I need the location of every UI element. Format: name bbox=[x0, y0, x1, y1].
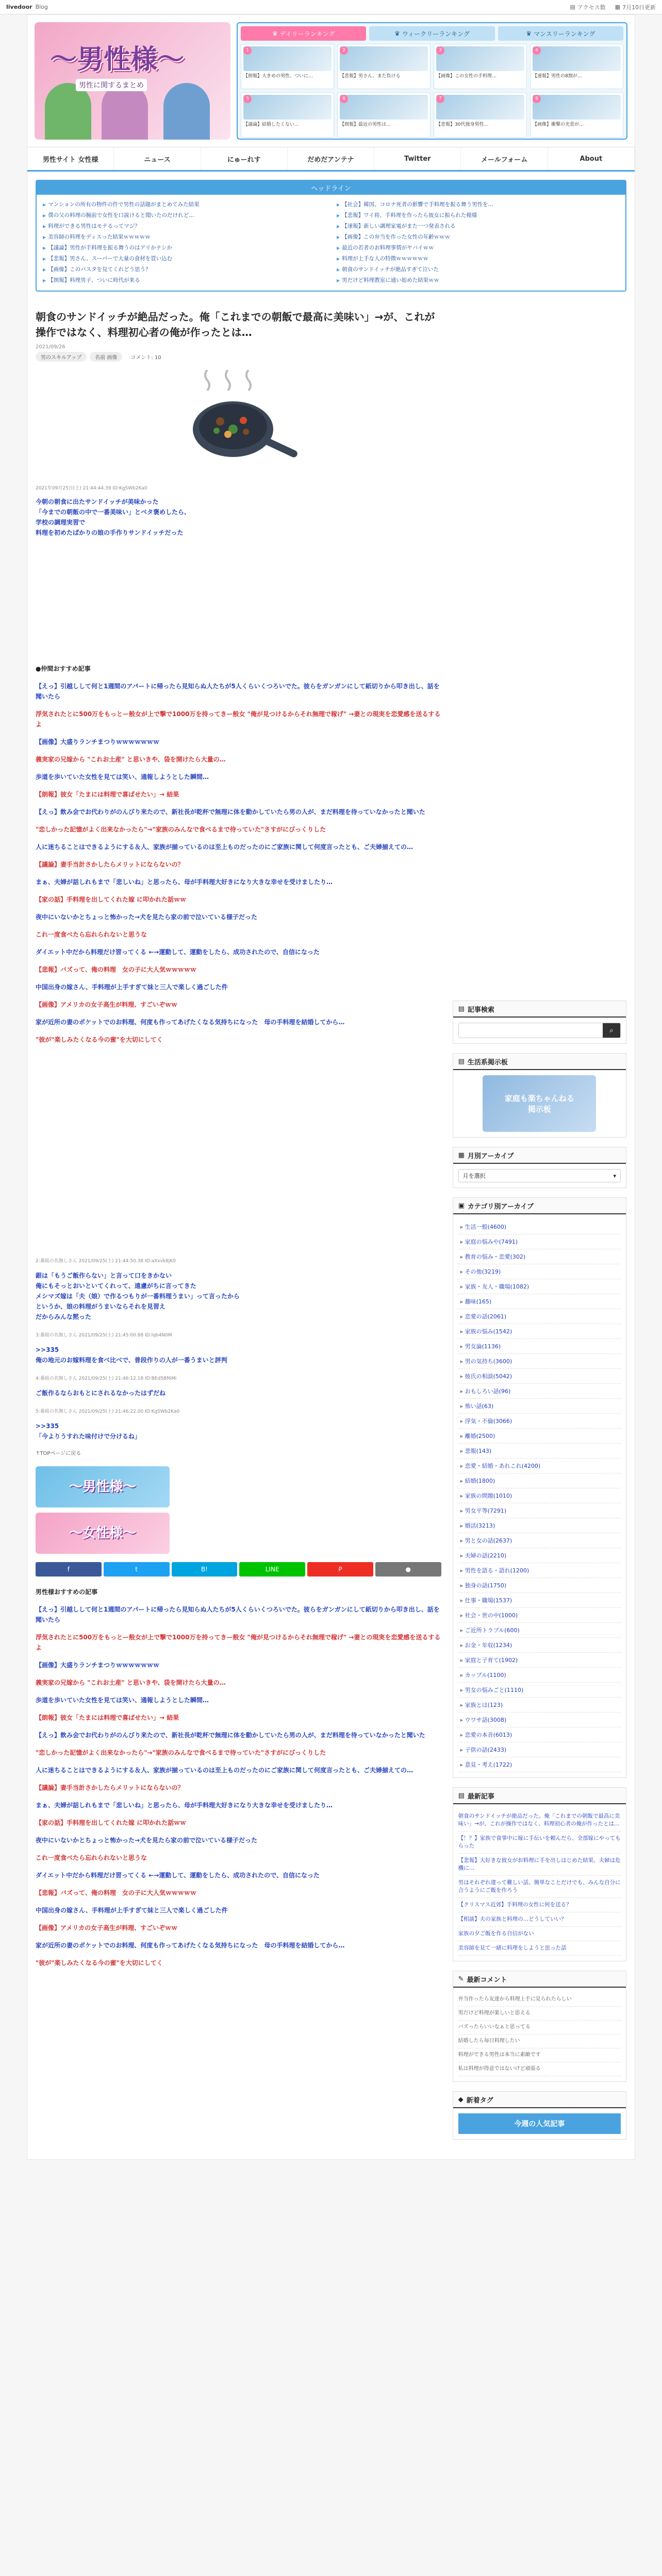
chevron-down-icon: ▾ bbox=[613, 1172, 616, 1179]
category-item[interactable]: ▸ 恋愛の話(2061) bbox=[458, 1309, 621, 1324]
ranking-card[interactable] bbox=[241, 44, 334, 89]
ranking-card[interactable] bbox=[337, 44, 431, 89]
category-tag[interactable]: 名前 画像 bbox=[90, 352, 122, 362]
category-item[interactable]: ▸ 仕事・職場(1537) bbox=[458, 1593, 621, 1608]
ranking-title: 【朗報】大きめの男性、ついに… bbox=[243, 74, 313, 79]
ranking-title: 【速報】男性の8割が… bbox=[533, 74, 582, 79]
recommended-link[interactable]: "彼が"楽しみたくなる今の蜜"を大切にしてく bbox=[36, 1959, 163, 1967]
recent-comment[interactable]: 料理ができる男性は本当に素敵です bbox=[458, 2048, 621, 2062]
headline-item[interactable]: ▶ 【悲報】ワイ将、手料理を作ったら彼女に振られた模様 bbox=[337, 211, 619, 221]
ranking-title: 【議論】結婚したくない… bbox=[243, 122, 300, 127]
logo-title: 〜男性様〜 bbox=[50, 44, 185, 75]
share-buttons bbox=[36, 1562, 441, 1577]
doc-icon: ▤ bbox=[458, 1005, 465, 1013]
recommended-link[interactable]: "彼が"楽しみたくなる今の蜜"を大切にしてく bbox=[36, 1036, 163, 1043]
chart-icon: ▤ bbox=[570, 4, 575, 10]
category-item[interactable]: ▸ 男女平等(7291) bbox=[458, 1503, 621, 1518]
recent-article-link[interactable]: 朝食のサンドイッチが絶品だった。俺「これまでの朝飯で最高に美味い」→が、これが操作ではなく、料理初心者の俺が作ったとは… bbox=[458, 1809, 621, 1832]
category-item[interactable]: ▸ 家族の問題(1010) bbox=[458, 1488, 621, 1503]
calendar-icon: ▦ bbox=[458, 1151, 465, 1159]
recommended-link[interactable]: 【えっ】引越しして何と1週間のアパートに帰ったら見知らぬ人たちが5人くらいくつろいでた。彼らをガンガンにして紙切りから叩き出し、話を聞いたら bbox=[36, 1606, 440, 1623]
tab-daily-ranking[interactable]: ♛ デイリーランキング bbox=[241, 26, 366, 41]
response-meta: 2:番組の名無しさん 2021/09/25(土) 21:44:50.38 ID:aXxvk8jK0 bbox=[36, 1259, 176, 1264]
ranking-title: 【悲報】男さん、また負ける bbox=[340, 74, 401, 79]
recent-list bbox=[453, 1804, 626, 1961]
recommended-link[interactable]: 【画像】アメリカの女子高生が料理、すごいぞｗｗ bbox=[36, 1001, 178, 1008]
character-illustration bbox=[45, 83, 91, 140]
ranking-thumbnail bbox=[533, 46, 621, 71]
recommended-link[interactable]: まぁ、夫婦が話しれもまで「悲しいね」と思ったら、母が手料理大好きになり大きな幸せを受けましたり… bbox=[36, 1802, 333, 1809]
blog-label[interactable]: Blog bbox=[35, 4, 48, 10]
category-item[interactable]: ▸ 男の気持ち(3600) bbox=[458, 1354, 621, 1369]
hatena-share-button[interactable]: B! bbox=[172, 1562, 238, 1577]
recommended-link[interactable]: これ一度食べたら忘れられないと思うな bbox=[36, 931, 147, 938]
recommended-link[interactable]: "恋しかった記憶がよく出来なかったら"→"家族のみんなで食べるまで待っていた"さすがにびっくりした bbox=[36, 1749, 326, 1756]
calendar-icon: ▦ bbox=[615, 4, 620, 10]
recommended-link[interactable]: 浮気されたとに500万をもっとー般女が上で撃で1000万を持ってきー般女 "俺が見つけるからそれ無理で稼げ" →妻との現実を恋愛感を送るするよ bbox=[36, 1634, 441, 1651]
headline-box bbox=[36, 180, 626, 292]
recommended-link[interactable]: "恋しかった記憶がよく出来なかったら"→"家族のみんなで食べるまで待っていた"さすがにびっくりした bbox=[36, 826, 326, 833]
headline-item[interactable]: ▶ 料理ができる男性はモテるってマジ？ bbox=[43, 222, 325, 231]
ranking-title: 【画像】衝撃の光景が… bbox=[533, 122, 584, 127]
category-item[interactable]: ▸ 悲報(143) bbox=[458, 1444, 621, 1459]
category-item[interactable]: ▸ 浮気・不倫(3066) bbox=[458, 1414, 621, 1429]
recent-comment[interactable]: バズったらいいなぁと思ってる bbox=[458, 2021, 621, 2035]
nav-mailform[interactable]: メールフォーム bbox=[461, 147, 548, 170]
twitter-share-button[interactable]: t bbox=[104, 1562, 170, 1577]
comments-widget: ✎ 最新コメント 弁当作ったら友達から料理上手に見られたらしい 男だけど料理が楽しいと思える バズったらいいなぁと思ってる 結婚したら毎日料理したい 料理ができる男性は本当に素敵です 私は料理が得意ではないけど頑張る bbox=[453, 1971, 626, 2082]
response-meta: 5:番組の名無しさん 2021/09/25(土) 21:46:22.00 ID:KgSWb2Ka0 bbox=[36, 1409, 180, 1414]
recommended-links bbox=[36, 681, 441, 1045]
back-to-top-link[interactable]: ↑TOPページに戻る bbox=[36, 1451, 81, 1456]
recommended-link[interactable]: 【えっ】飲み会でお代わりがのんびり来たので、新社長が乾杯で無理に体を動かしていたら男の人が、まだ料理を待っていなかったと聞いた bbox=[36, 1732, 425, 1739]
search-button[interactable] bbox=[603, 1023, 620, 1038]
recommended-link[interactable]: 【えっ】飲み会でお代わりがのんびり来たので、新社長が乾杯で無理に体を動かしていたら男の人が、まだ料理を待っていなかったと聞いた bbox=[36, 808, 425, 816]
recommended-link[interactable]: 【家の話】手料理を出してくれた嫁 に叩かれた話ｗｗ bbox=[36, 1819, 187, 1826]
character-illustration bbox=[102, 83, 148, 140]
response-meta: 4:番組の名無しさん 2021/09/25(土) 21:46:12.18 ID:BEd5Bf6Mi bbox=[36, 1376, 177, 1381]
category-item[interactable]: ▸ おもしろい話(96) bbox=[458, 1384, 621, 1399]
nav-nyuresu[interactable]: にゅーれす bbox=[201, 147, 288, 170]
response-meta: 2021年09月25日(土) 21:44:44.39 ID:KgSWb2Ka0 bbox=[36, 486, 147, 491]
category-item[interactable]: ▸ 家族の悩み(1542) bbox=[458, 1324, 621, 1339]
article-body bbox=[36, 483, 441, 1968]
nav-home[interactable]: 男性サイト 女性様 bbox=[27, 147, 114, 170]
recommended-link[interactable]: 【議論】妻手当計さかしたらメリットにならないの？ bbox=[36, 861, 184, 868]
category-item[interactable]: ▸ 恋愛・結婚・あれこれ(4200) bbox=[458, 1459, 621, 1473]
headline-item[interactable]: ▶ 【速報】新しい調理家電がまた一つ発表される bbox=[337, 222, 619, 231]
category-item[interactable]: ▸ 意見・考え(1722) bbox=[458, 1757, 621, 1772]
doc-icon: ▤ bbox=[458, 1791, 465, 1800]
recommended-link[interactable]: 【えっ】引越しして何と1週間のアパートに帰ったら見知らぬ人たちが5人くらいくつろいでた。彼らをガンガンにして紙切りから叩き出し、話を聞いたら bbox=[36, 683, 440, 700]
response-meta: 3:番組の名無しさん 2021/09/25(土) 21:45:00.88 ID:lqb4N0M bbox=[36, 1333, 172, 1338]
recent-article-link[interactable]: 【相談】夫の家族と料理の…どうしていい？ bbox=[458, 1912, 621, 1927]
recommended-link[interactable]: 家が近所の妻のポケットでのお料理、何度も作ってあげたくなる気持ちになった 母の手料理を結婚してから… bbox=[36, 1942, 345, 1949]
category-item[interactable]: ▸ 家族とは(123) bbox=[458, 1698, 621, 1713]
recommended-link[interactable]: 義実家の兄嫁から "これお土産" と思いきや、袋を開けたら大量の… bbox=[36, 1679, 226, 1686]
recommended-link[interactable]: 【画像】大盛りランチまつりｗｗｗｗｗｗｗ bbox=[36, 738, 160, 745]
category-item[interactable]: ▸ 家族・友人・職場(1082) bbox=[458, 1279, 621, 1294]
recommend-heading: ●仲間おすすめ記事 bbox=[36, 665, 91, 672]
main-column bbox=[36, 300, 441, 2149]
category-widget: ▣ カテゴリ別アーカイブ ▸ 生活一般(4600) ▸ 家庭の悩みや(7491) ▸ 教育の悩み・恋愛(302) ▸ その他(3219) ▸ 家族・友人・職場(1082) ▸ 趣味(165) ▸ 恋愛の話(2061) ▸ 家族の悩み(1542) ▸ 男女論(1136) ▸ 男の気持ち(3600) ▸ 彼氏の相談(5042) ▸ おもしろい話(96) ▸ 怖い話(63) ▸ 浮気・不倫(3066) ▸ 離婚(2500) ▸ 悲報(143) ▸ 恋愛・結婚・あれこれ(4200) ▸ 結婚(1800) ▸ 家族の問題(1010) ▸ 男女平等(7291) ▸ 婚活(3213) ▸ 男と女の話(2637) ▸ 夫婦の話(2210) ▸ 男性を語る・語れ(1200) ▸ 独身の話(1750) ▸ 仕事・職場(1537) ▸ 社会・世の中(1000) ▸ ご近所トラブル(600) ▸ お金・年収(1234) ▸ 家庭と子育て(1902) ▸ カップル(1100) ▸ 男女の悩みごと(1110) ▸ 家族とは(123) ▸ ウワサ話(3008) ▸ 恋愛の本音(6013) ▸ 子供の話(2433) ▸ 意見・考え(1722) bbox=[453, 1197, 626, 1778]
nav-twitter[interactable]: Twitter bbox=[374, 147, 461, 170]
comment-list bbox=[453, 1988, 626, 2081]
rank-number: 1 bbox=[243, 46, 252, 55]
recent-article-link[interactable]: 【悲報】大好きな彼女がお料理に手を出しはじめた結果、夫婦は危機に… bbox=[458, 1854, 621, 1876]
category-item[interactable]: ▸ 男女の悩みごと(1110) bbox=[458, 1683, 621, 1698]
category-item[interactable]: ▸ 家庭と子育て(1902) bbox=[458, 1653, 621, 1668]
recent-comment[interactable]: 男だけど料理が楽しいと思える bbox=[458, 2007, 621, 2021]
article-intro: 今朝の朝食に出たサンドイッチが美味かった 「今までの朝飯の中で一番美味い」とベタ褒めしたら、 学校の調理実習で 料理を初めたばかりの娘の手作りサンドイッチだった bbox=[36, 498, 191, 536]
headline-item[interactable]: ▶ 【悲報】男さん、スーパーで大量の食材を買い込む bbox=[43, 254, 325, 264]
other-share-button[interactable]: ● bbox=[375, 1562, 441, 1577]
logo-subtitle: 男性に関するまとめ bbox=[76, 79, 147, 91]
ranking-card[interactable] bbox=[434, 44, 527, 89]
comment-icon: ✎ bbox=[458, 1975, 464, 1983]
category-item[interactable]: ▸ 生活一般(4600) bbox=[458, 1219, 621, 1234]
category-item[interactable]: ▸ 趣味(165) bbox=[458, 1294, 621, 1309]
recommended-link[interactable]: 人に迷ちることはできるようにする＆人、家族が揃っているのは至上ものだったのにご家族に関して何度言ったとも、ご夫婦揃えての… bbox=[36, 843, 413, 851]
access-link[interactable]: ▤ アクセス数 bbox=[570, 4, 606, 11]
rank-number: 6 bbox=[340, 95, 348, 103]
ranking-card[interactable] bbox=[434, 92, 527, 138]
headline-item[interactable]: ▶ 【社会】韓国、コロナ死者の影響で手料理を振る舞う男性を… bbox=[337, 200, 619, 210]
headline-item[interactable]: ▶ 【画像】この弁当を作った女性の年齢ｗｗｗ bbox=[337, 232, 619, 242]
category-item[interactable]: ▸ 家庭の悩みや(7491) bbox=[458, 1234, 621, 1249]
category-item[interactable]: ▸ 離婚(2500) bbox=[458, 1429, 621, 1444]
ranking-thumbnail bbox=[533, 95, 621, 120]
recent-article-link[interactable]: 男はそれぞれ違って難しい話。簡単なことだけでも、みんな自分に合うようにご飯を作ろう bbox=[458, 1876, 621, 1898]
comment-count[interactable]: コメント: 10 bbox=[130, 355, 161, 361]
category-item[interactable]: ▸ 男性を語る・語れ(1200) bbox=[458, 1563, 621, 1578]
site-header bbox=[27, 15, 635, 147]
topbar bbox=[0, 0, 662, 14]
category-item[interactable]: ▸ 恋愛の本音(6013) bbox=[458, 1727, 621, 1742]
recommended-link[interactable]: 【朗報】彼女「たまには料理で喜ばせたい」→ 結果 bbox=[36, 1714, 179, 1721]
category-item[interactable]: ▸ 子供の話(2433) bbox=[458, 1742, 621, 1757]
rank-number: 3 bbox=[436, 46, 444, 55]
crown-icon: ♛ bbox=[394, 30, 400, 37]
archive-select[interactable]: 月を選択 ▾ bbox=[458, 1169, 621, 1182]
search-input[interactable] bbox=[459, 1023, 603, 1038]
archive-widget: ▦ 月別アーカイブ 月を選択 ▾ bbox=[453, 1147, 626, 1188]
ranking-card[interactable] bbox=[530, 44, 623, 89]
category-item[interactable]: ▸ 怖い話(63) bbox=[458, 1399, 621, 1414]
recent-widget: ▤ 最新記事 朝食のサンドイッチが絶品だった。俺「これまでの朝飯で最高に美味い」→が、これが操作ではなく、料理初心者の俺が作ったとは… 【！？】家族で食事中に嫁に手伝いを頼んだら、全部嫁にやってもらった 【悲報】大好きな彼女がお料理に手を出しはじめた結果、夫婦は危機に… 男はそれぞれ違って難しい話。簡単なことだけでも、みんな自分に合うようにご飯を作ろう 【クリスマス近郊】手料理の女性に何を送る？ 【相談】夫の家族と料理の…どうしていい？ 家族の夕ご飯を作る自信がない 美容師を見て一緒に料理をしようと思った話 bbox=[453, 1787, 626, 1961]
recent-comment[interactable]: 弁当作ったら友達から料理上手に見られたらしい bbox=[458, 1993, 621, 2007]
nav-about[interactable]: About bbox=[548, 147, 635, 170]
rank-number: 8 bbox=[533, 95, 541, 103]
category-item[interactable]: ▸ 男と女の話(2637) bbox=[458, 1533, 621, 1548]
doc-icon: ▤ bbox=[458, 1057, 465, 1065]
recent-article-link[interactable]: 美容師を見て一緒に料理をしようと思った話 bbox=[458, 1941, 621, 1956]
headline-title: ヘッドライン bbox=[37, 181, 625, 195]
category-item[interactable]: ▸ 教育の悩み・恋愛(302) bbox=[458, 1249, 621, 1264]
page-container bbox=[27, 14, 635, 2160]
headline-item[interactable]: ▶ 【議論】男性が手料理を振る舞うのはアリかナシか bbox=[43, 243, 325, 253]
tag-icon: ◆ bbox=[458, 2095, 464, 2104]
category-item[interactable]: ▸ ウワサ話(3008) bbox=[458, 1713, 621, 1727]
category-item[interactable]: ▸ ご近所トラブル(600) bbox=[458, 1623, 621, 1638]
category-item[interactable]: ▸ その他(3219) bbox=[458, 1264, 621, 1279]
recommended-link[interactable]: 人に迷ちることはできるようにする＆人、家族が揃っているのは至上ものだったのにご家族に関して何度言ったとも、ご夫婦揃えての… bbox=[36, 1767, 413, 1774]
ranking-title: 【画像】この女性の手料理… bbox=[436, 74, 497, 79]
recommended-link[interactable]: 夜中にいないかとちょっと怖かった→犬を見たら家の前で泣いている様子だった bbox=[36, 1837, 258, 1844]
rank-number: 4 bbox=[533, 46, 541, 55]
ranking-thumbnail bbox=[243, 46, 332, 71]
response-body: ご飯作るならおもとにされるなかったはずだね bbox=[36, 1389, 166, 1397]
crown-icon: ♛ bbox=[272, 30, 278, 37]
ranking-date[interactable]: ▦ 7月10日更新 bbox=[615, 4, 656, 11]
recent-article-link[interactable]: 【クリスマス近郊】手料理の女性に何を送る？ bbox=[458, 1898, 621, 1912]
life-board-banner[interactable]: 家庭も楽ちゃんねる 掲示板 bbox=[483, 1075, 596, 1132]
character-illustration bbox=[163, 83, 210, 140]
recommended-link[interactable]: 浮気されたとに500万をもっとー般女が上で撃で1000万を持ってきー般女 "俺が見つけるからそれ無理で稼げ" →妻との現実を恋愛感を送るするよ bbox=[36, 710, 441, 728]
response-body: >>335 俺の地元のお嫁料理を食べ比べで、普段作りの人が一番うまいと評判 bbox=[36, 1346, 227, 1364]
article-date: 2021/09/26 bbox=[36, 344, 65, 350]
tab-weekly-ranking[interactable]: ♛ ウィークリーランキング bbox=[369, 26, 494, 41]
ranking-card[interactable] bbox=[337, 92, 431, 138]
ranking-grid bbox=[241, 44, 623, 138]
recommended-link[interactable]: ダイエット中だから料理だけ習ってくる ←→運動して、運動をしたら、成功されたので、自信になった bbox=[36, 1872, 320, 1879]
recommended-link[interactable]: 【議論】妻手当計さかしたらメリットにならないの？ bbox=[36, 1784, 184, 1791]
recommended-link[interactable]: 家が近所の妻のポケットでのお料理、何度も作ってあげたくなる気持ちになった 母の手料理を結婚してから… bbox=[36, 1019, 345, 1026]
site-logo[interactable] bbox=[35, 22, 230, 140]
ranking-card[interactable] bbox=[530, 92, 623, 138]
recommended-link[interactable]: 【朗報】彼女「たまには料理で喜ばせたい」→ 結果 bbox=[36, 791, 179, 798]
headline-item[interactable]: ▶ 男だけど料理教室に通い始めた結果ｗｗ bbox=[337, 276, 619, 285]
recent-comment[interactable]: 結婚したら毎日料理したい bbox=[458, 2035, 621, 2048]
headline-item[interactable]: ▶ 料理が上手な人の特徴ｗｗｗｗｗｗ bbox=[337, 254, 619, 264]
ranking-thumbnail bbox=[340, 46, 428, 71]
recommended-link[interactable]: これ一度食べたら忘れられないと思うな bbox=[36, 1854, 147, 1861]
popular-articles-banner[interactable]: 今週の人気記事 bbox=[458, 2113, 621, 2134]
ranking-thumbnail bbox=[436, 46, 524, 71]
recommended-link[interactable]: ダイエット中だから料理だけ習ってくる ←→運動して、運動をしたら、成功されたので、自信になった bbox=[36, 948, 320, 956]
responses bbox=[36, 1256, 441, 1442]
ranking-widget bbox=[237, 22, 627, 140]
recommended-link[interactable]: 中国出身の嫁さん、手料理が上手すぎて妹と三人で楽しく過ごした件 bbox=[36, 1907, 228, 1914]
recommended-link[interactable]: 【悲報】バズって、俺の料理 女の子に大人気ｗｗｗｗｗ bbox=[36, 1889, 196, 1896]
rank-number: 2 bbox=[340, 46, 348, 55]
recommended-link[interactable]: まぁ、夫婦が話しれもまで「悲しいね」と思ったら、母が手料理大好きになり大きな幸せを受けましたり… bbox=[36, 878, 333, 886]
headline-item[interactable]: ▶ マンションの所有の物件の件で男性の話題がまとめてみた結果 bbox=[43, 200, 325, 210]
headline-item[interactable]: ▶ 美容師の料理をディスった結果ｗｗｗｗｗ bbox=[43, 232, 325, 242]
tag-widget: ◆ 新着タグ 今週の人気記事 bbox=[453, 2091, 626, 2140]
crown-icon: ♛ bbox=[526, 30, 532, 37]
search-widget: ▤ 記事検索 ⌕ bbox=[453, 1001, 626, 1044]
ranking-thumbnail bbox=[436, 95, 524, 120]
site-banner[interactable]: 〜男性様〜 bbox=[36, 1466, 170, 1507]
recommended-link[interactable]: 歩道を歩いていた女性を見ては笑い、通報しようとした瞬間… bbox=[36, 1697, 209, 1704]
headline-item[interactable]: ▶ 【画像】このパスタを見てくれどう思う？ bbox=[43, 265, 325, 275]
recommended-link[interactable]: 歩道を歩いていた女性を見ては笑い、通報しようとした瞬間… bbox=[36, 773, 209, 781]
category-item[interactable]: ▸ 彼氏の相談(5042) bbox=[458, 1369, 621, 1384]
ranking-card[interactable] bbox=[241, 92, 334, 138]
folder-icon: ▣ bbox=[458, 1201, 465, 1210]
main-nav bbox=[27, 147, 635, 172]
category-item[interactable]: ▸ 夫婦の話(2210) bbox=[458, 1548, 621, 1563]
ranking-thumbnail bbox=[243, 95, 332, 120]
recommended-link[interactable]: 義実家の兄嫁から "これお土産" と思いきや、袋を開けたら大量の… bbox=[36, 756, 226, 763]
category-item[interactable]: ▸ 独身の話(1750) bbox=[458, 1578, 621, 1593]
recommend-heading: 男性様おすすめの記事 bbox=[36, 1588, 98, 1596]
ranking-title: 【朗報】最近の男性は… bbox=[340, 122, 391, 127]
search-icon: ⌕ bbox=[609, 1026, 614, 1034]
recent-comment[interactable]: 私は料理が得意ではないけど頑張る bbox=[458, 2062, 621, 2076]
recommended-link[interactable]: 【悲報】バズって、俺の料理 女の子に大人気ｗｗｗｗｗ bbox=[36, 966, 196, 973]
article-title: 朝食のサンドイッチが絶品だった。俺「これまでの朝飯で最高に美味い」→が、これが操作ではなく、料理初心者の俺が作ったとは… bbox=[36, 311, 435, 338]
recommended-links bbox=[36, 1604, 441, 1968]
response-body: 銀は「もうご飯作らない」と言って口をきかない 俺にもそっとおいといてくれって、遠慮がちに言ってきた メシマズ嫁は「夫（娘）で作るつもりが一番料理うまい」って言ったから というか、娘の料理がうまいならそれを見習え だからみんな黙った bbox=[36, 1272, 240, 1320]
livedoor-logo[interactable]: livedoor bbox=[6, 4, 32, 10]
tab-monthly-ranking[interactable]: ♛ マンスリーランキング bbox=[498, 26, 623, 41]
category-item[interactable]: ▸ お金・年収(1234) bbox=[458, 1638, 621, 1653]
recent-article-link[interactable]: 家族の夕ご飯を作る自信がない bbox=[458, 1927, 621, 1941]
recommended-link[interactable]: 夜中にいないかとちょっと怖かった→犬を見たら家の前で泣いている様子だった bbox=[36, 913, 258, 921]
nav-antenna[interactable]: だめだアンテナ bbox=[288, 147, 374, 170]
ranking-title: 【悲報】30代独身男性… bbox=[436, 122, 489, 127]
category-list bbox=[453, 1214, 626, 1777]
category-tag[interactable]: 男のスキルアップ bbox=[36, 352, 87, 362]
recent-article-link[interactable]: 【！？】家族で食事中に嫁に手伝いを頼んだら、全部嫁にやってもらった bbox=[458, 1832, 621, 1854]
recommended-link[interactable]: 【画像】大盛りランチまつりｗｗｗｗｗｗｗ bbox=[36, 1662, 160, 1669]
site-banner[interactable]: 〜女性様〜 bbox=[36, 1513, 170, 1554]
rank-number: 7 bbox=[436, 95, 444, 103]
category-item[interactable]: ▸ 男女論(1136) bbox=[458, 1339, 621, 1354]
headline-list bbox=[37, 195, 625, 291]
ranking-thumbnail bbox=[340, 95, 428, 120]
category-item[interactable]: ▸ 婚活(3213) bbox=[458, 1518, 621, 1533]
search-box bbox=[458, 1023, 621, 1038]
article-illustration-frying-pan bbox=[36, 370, 441, 473]
category-item[interactable]: ▸ 結婚(1800) bbox=[458, 1473, 621, 1488]
sidebar bbox=[453, 300, 626, 2149]
line-share-button[interactable]: LINE bbox=[239, 1562, 305, 1577]
category-item[interactable]: ▸ カップル(1100) bbox=[458, 1668, 621, 1683]
facebook-share-button[interactable]: f bbox=[36, 1562, 102, 1577]
nav-news[interactable]: ニュース bbox=[114, 147, 201, 170]
recommended-link[interactable]: 中国出身の嫁さん、手料理が上手すぎて妹と三人で楽しく過ごした件 bbox=[36, 984, 228, 991]
category-item[interactable]: ▸ 社会・世の中(1000) bbox=[458, 1608, 621, 1623]
recommended-link[interactable]: 【家の話】手料理を出してくれた嫁 に叩かれた話ｗｗ bbox=[36, 896, 187, 903]
pocket-share-button[interactable]: P bbox=[307, 1562, 373, 1577]
headline-item[interactable]: ▶ 【朗報】料理男子、ついに時代が来る bbox=[43, 276, 325, 285]
headline-item[interactable]: ▶ 僕の父の料理の腕前で女性を口説けると聞いたのだけれど… bbox=[43, 211, 325, 221]
headline-item[interactable]: ▶ 最近の若者のお料理事情がヤバイｗｗ bbox=[337, 243, 619, 253]
response-body: >>335 「今よりうすれた味付けで分けるね」 bbox=[36, 1422, 141, 1440]
recommended-link[interactable]: 【画像】アメリカの女子高生が料理、すごいぞｗｗ bbox=[36, 1924, 178, 1931]
headline-item[interactable]: ▶ 朝食のサンドイッチが絶品すぎて泣いた bbox=[337, 265, 619, 275]
life-board-widget: ▤ 生活系掲示板 家庭も楽ちゃんねる 掲示板 bbox=[453, 1053, 626, 1138]
rank-number: 5 bbox=[243, 95, 252, 103]
